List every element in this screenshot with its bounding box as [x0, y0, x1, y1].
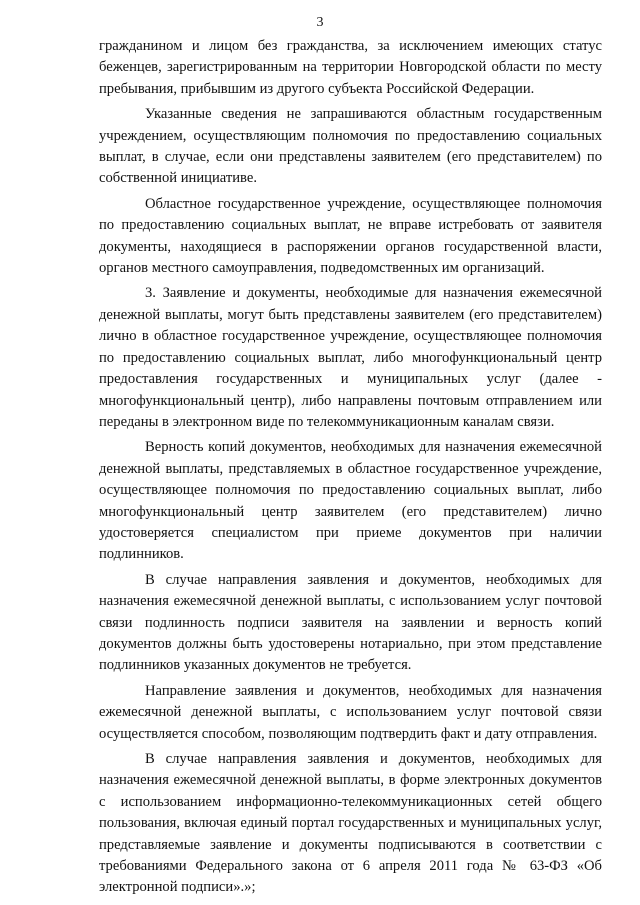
paragraph-no-documents-demand: Областное государственное учреждение, осуществляющее полномочия по предоставлению социальных выплат, не вправе истребовать от заявителя документы, находящиеся в распоряжении органов государственной власти, органов местного самоуправления, подведомственных им организаций. [99, 195, 602, 277]
paragraph-info-not-requested: Указанные сведения не запрашиваются областным государственным учреждением, осуществляющим полномочия по предоставлению социальных выплат, в случае, если они представлены заявителем (его представителем) по собственной инициативе. [99, 106, 602, 187]
paragraph-electronic-submission: В случае направления заявления и документов, необходимых для назначения ежемесячной денежной выплаты, в форме электронных документов с использованием информационно-телекоммуникационных сетей общего пользования, включая единый портал государственных и муниципальных услуг, представляемые заявление и документы подписываются в соответствии с требованиями Федерального закона от 6 апреля 2011 года № 63-ФЗ «Об электронной подписи».»; [99, 751, 602, 896]
page-number: 3 [316, 15, 324, 30]
paragraph-continuation: гражданином и лицом без гражданства, за исключением имеющих статус беженцев, зарегистрированным на территории Новгородской области по месту пребывания, прибывшим из другого субъекта Российской Федерации. [99, 38, 602, 97]
paragraph-postal-method: Направление заявления и документов, необходимых для назначения ежемесячной денежной выплаты, с использованием услуг почтовой связи осуществляется способом, позволяющим подтвердить факт и дату отправления. [99, 682, 602, 742]
paragraph-copies-verification: Верность копий документов, необходимых для назначения ежемесячной денежной выплаты, представляемых в областное государственное учреждение, осуществляющее полномочия по предоставлению социальных выплат, либо многофункциональный центр заявителем (его представителем) лично удостоверяется специалистом при приеме документов при наличии подлинников. [99, 439, 602, 563]
document-body [99, 36, 602, 903]
paragraph-postal-notarization: В случае направления заявления и документов, необходимых для назначения ежемесячной денежной выплаты, с использованием услуг почтовой связи подлинность подписи заявителя на заявлении и верность копий документов должны быть удостоверены нотариально, при этом представление подлинников указанных документов не требуется. [99, 571, 602, 674]
paragraph-section-3-submission: 3. Заявление и документы, необходимые для назначения ежемесячной денежной выплаты, могут быть представлены заявителем (его представителем) лично в областное государственное учреждение, осуществляющее полномочия по предоставлению социальных выплат, либо многофункциональный центр предоставления государственных и муниципальных услуг (далее - многофункциональный центр), либо направлены почтовым отправлением или переданы в электронном виде по телекоммуникационным каналам связи. [99, 285, 602, 430]
